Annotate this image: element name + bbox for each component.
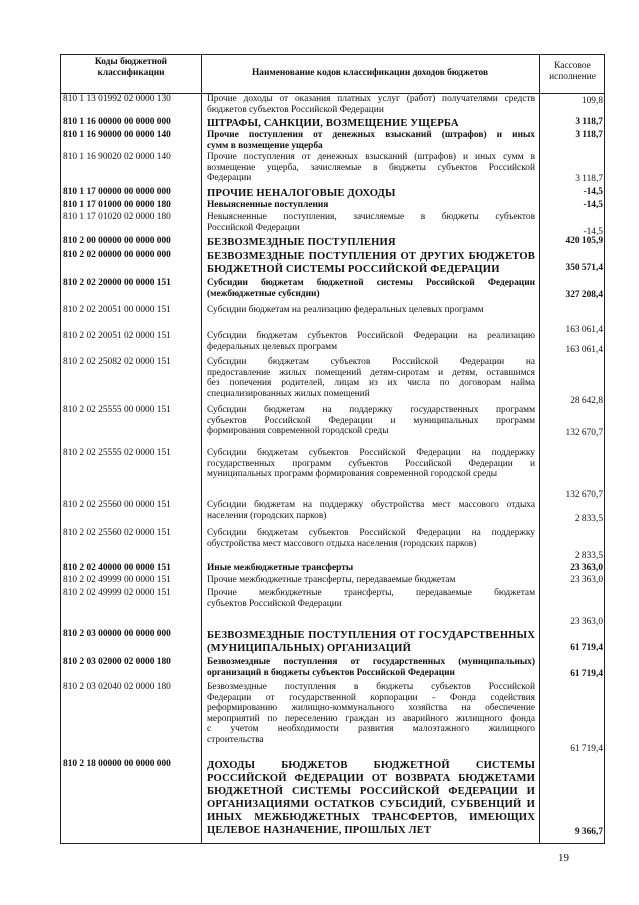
budget-code: 810 2 03 00000 00 0000 000 xyxy=(63,629,171,639)
revenue-name-line: БЮДЖЕТНОЙ СИСТЕМЫ РОССИЙСКОЙ ФЕДЕРАЦИИ И xyxy=(207,786,535,797)
revenue-name-line: с учетом необходимости развития малоэтажного жилищного xyxy=(207,724,535,734)
revenue-name-line: Российской Федерации xyxy=(207,222,300,233)
budget-code: 810 2 02 25082 02 0000 151 xyxy=(63,357,171,367)
revenue-name-line: (МУНИЦИПАЛЬНЫХ) ОРГАНИЗАЦИЙ xyxy=(207,643,411,654)
revenue-name-line: Субсидии бюджетам бюджетной системы Российской Федерации xyxy=(207,278,535,288)
revenue-name-line: мероприятий по переселению граждан из аварийного жилищного фонда xyxy=(207,713,535,724)
cash-execution-value: 163 061,4 xyxy=(565,325,603,335)
header-name: Наименование кодов классификации доходов бюджетов xyxy=(251,68,489,78)
budget-code: 810 1 16 90020 02 0000 140 xyxy=(63,152,171,162)
revenue-name-line: специализированных жилых помещений xyxy=(207,388,370,399)
budget-code: 810 2 02 25560 00 0000 151 xyxy=(63,500,171,510)
budget-revenue-table xyxy=(60,54,605,844)
budget-code: 810 2 02 40000 00 0000 151 xyxy=(63,563,171,573)
revenue-name-line: реформированию жилищно-коммунального хозяйства на обеспечение xyxy=(207,703,535,713)
cash-execution-value: 3 118,7 xyxy=(575,130,603,140)
cash-execution-value: 327 208,4 xyxy=(565,290,603,300)
revenue-name-line: БЕЗВОЗМЕЗДНЫЕ ПОСТУПЛЕНИЯ ОТ ГОСУДАРСТВЕННЫХ xyxy=(207,630,535,641)
header-amount-line1: Кассовое xyxy=(554,61,591,71)
cash-execution-value: 420 105,9 xyxy=(565,236,603,246)
cash-execution-value: 61 719,4 xyxy=(570,744,603,754)
header-codes-line1: Коды бюджетной xyxy=(94,57,168,67)
revenue-name-line: Прочие поступления от денежных взысканий (штрафов) и иных сумм в xyxy=(207,152,535,162)
cash-execution-value: 28 642,8 xyxy=(570,396,603,406)
header-amount-line2: исполнение xyxy=(549,72,596,82)
cash-execution-value: 109,8 xyxy=(581,96,603,106)
revenue-name-line: бюджетов субъектов Российской Федерации xyxy=(207,104,384,115)
revenue-name-line: Субсидии бюджетам субъектов Российской Федерации на реализацию xyxy=(207,331,535,341)
revenue-name-line: строительства xyxy=(207,734,264,745)
budget-code: 810 1 17 01020 02 0000 180 xyxy=(63,212,171,222)
revenue-name-line: субъектов Российской Федерации и муниципальных программ xyxy=(207,415,535,426)
revenue-name-line: без попечения родителей, лицам из их числа по договорам найма xyxy=(207,378,535,388)
revenue-name-line: Федерации от государственной корпорации - Фонда содействия xyxy=(207,692,535,703)
revenue-name-line: формирования современной городской среды xyxy=(207,426,389,436)
revenue-name-line: ДОХОДЫ БЮДЖЕТОВ БЮДЖЕТНОЙ СИСТЕМЫ xyxy=(207,760,535,771)
budget-code: 810 2 02 00000 00 0000 000 xyxy=(63,250,171,260)
revenue-name-line: РОССИЙСКОЙ ФЕДЕРАЦИИ ОТ ВОЗВРАТА БЮДЖЕТАМИ xyxy=(207,773,535,784)
cash-execution-value: 23 363,0 xyxy=(570,575,603,585)
revenue-name-line: Субсидии бюджетам на поддержку обустройства мест массового отдыха xyxy=(207,500,535,510)
cash-execution-value: -14,5 xyxy=(583,187,603,197)
cash-execution-value: 23 363,0 xyxy=(570,617,603,627)
cash-execution-value: 23 363,0 xyxy=(570,563,603,573)
revenue-name-line: Субсидии бюджетам субъектов Российской Федерации на поддержку xyxy=(207,528,535,538)
revenue-name-line: (межбюджетные субсидии) xyxy=(207,288,320,299)
revenue-name-line: ЦЕЛЕВОЕ НАЗНАЧЕНИЕ, ПРОШЛЫХ ЛЕТ xyxy=(207,825,432,836)
cash-execution-value: -14,5 xyxy=(583,227,603,237)
cash-execution-value: 350 571,4 xyxy=(565,263,603,273)
revenue-name-line: Иные межбюджетные трансферты xyxy=(207,563,354,573)
cash-execution-value: 3 118,7 xyxy=(575,117,603,127)
revenue-name-line: БЕЗВОЗМЕЗДНЫЕ ПОСТУПЛЕНИЯ xyxy=(207,237,396,248)
revenue-name-line: БЮДЖЕТНОЙ СИСТЕМЫ РОССИЙСКОЙ ФЕДЕРАЦИИ xyxy=(207,264,500,275)
revenue-name-line: федеральных целевых программ xyxy=(207,341,338,352)
budget-code: 810 2 02 20051 00 0000 151 xyxy=(63,305,171,315)
revenue-name-line: Прочие межбюджетные трансферты, передаваемые бюджетам xyxy=(207,575,456,585)
revenue-name-line: Прочие межбюджетные трансферты, передаваемые бюджетам xyxy=(207,588,535,598)
revenue-name-line: ШТРАФЫ, САНКЦИИ, ВОЗМЕЩЕНИЕ УЩЕРБА xyxy=(207,118,459,129)
budget-code: 810 1 16 90000 00 0000 140 xyxy=(63,130,171,140)
revenue-name-line: сумм в возмещение ущерба xyxy=(207,140,323,151)
budget-code: 810 2 02 49999 02 0000 151 xyxy=(63,588,171,598)
budget-code: 810 2 00 00000 00 0000 000 xyxy=(63,236,171,246)
cash-execution-value: 9 366,7 xyxy=(574,827,603,837)
revenue-name-line: возмещение ущерба, зачисляемые в бюджеты субъектов Российской xyxy=(207,162,535,173)
revenue-name-line: ПРОЧИЕ НЕНАЛОГОВЫЕ ДОХОДЫ xyxy=(207,188,396,199)
cash-execution-value: 163 061,4 xyxy=(565,345,603,355)
budget-code: 810 2 02 25555 00 0000 151 xyxy=(63,405,171,415)
revenue-name-line: муниципальных программ формирования современной городской среды xyxy=(207,469,498,479)
budget-code: 810 2 03 02000 02 0000 180 xyxy=(63,657,171,667)
cash-execution-value: 2 833,5 xyxy=(574,551,603,561)
cash-execution-value: -14,5 xyxy=(583,200,603,210)
revenue-name-line: обустройства мест массового отдыха населения (городских парков) xyxy=(207,538,477,549)
revenue-name-line: Субсидии бюджетам на поддержку государственных программ xyxy=(207,405,535,415)
revenue-name-line: государственных программ субъектов Российской Федерации и xyxy=(207,458,535,469)
revenue-name-line: Прочие доходы от оказания платных услуг (работ) получателями средств xyxy=(207,94,535,104)
cash-execution-value: 61 719,4 xyxy=(570,669,603,679)
revenue-name-line: Безвозмездные поступления от государственных (муниципальных) xyxy=(207,657,535,667)
budget-code: 810 1 17 01000 00 0000 180 xyxy=(63,200,171,210)
revenue-name-line: БЕЗВОЗМЕЗДНЫЕ ПОСТУПЛЕНИЯ ОТ ДРУГИХ БЮДЖЕТОВ xyxy=(207,251,535,262)
budget-code: 810 1 17 00000 00 0000 000 xyxy=(63,187,171,197)
revenue-name-line: ОРГАНИЗАЦИЯМИ ОСТАТКОВ СУБСИДИЙ, СУБВЕНЦИЙ И xyxy=(207,799,535,810)
revenue-name-line: Субсидии бюджетам субъектов Российской Федерации на xyxy=(207,357,535,367)
revenue-name-line: Субсидии бюджетам на реализацию федеральных целевых программ xyxy=(207,305,484,315)
cash-execution-value: 132 670,7 xyxy=(565,428,603,438)
page-number: 19 xyxy=(558,852,569,864)
budget-code: 810 2 02 49999 00 0000 151 xyxy=(63,575,171,585)
revenue-name-line: ИНЫХ МЕЖБЮДЖЕТНЫХ ТРАНСФЕРТОВ, ИМЕЮЩИХ xyxy=(207,812,535,823)
budget-code: 810 2 18 00000 00 0000 000 xyxy=(63,759,171,769)
revenue-name-line: организаций в бюджеты субъектов Российской Федерации xyxy=(207,667,455,678)
budget-code: 810 2 02 25560 02 0000 151 xyxy=(63,528,171,538)
revenue-name-line: Невыясненные поступления, зачисляемые в бюджеты субъектов xyxy=(207,212,535,222)
cash-execution-value: 3 118,7 xyxy=(575,174,603,184)
cash-execution-value: 61 719,4 xyxy=(570,643,603,653)
revenue-name-line: предоставление жилых помещений детям-сиротам и детям, оставшимся xyxy=(207,367,535,378)
budget-code: 810 2 02 20000 00 0000 151 xyxy=(63,278,171,288)
budget-code: 810 1 13 01992 02 0000 130 xyxy=(63,94,171,104)
budget-code: 810 2 02 20051 02 0000 151 xyxy=(63,331,171,341)
revenue-name-line: Безвозмездные поступления в бюджеты субъектов Российской xyxy=(207,682,535,692)
revenue-name-line: населения (городских парков) xyxy=(207,510,327,521)
budget-code: 810 2 02 25555 02 0000 151 xyxy=(63,448,171,458)
header-codes-line2: классификации xyxy=(97,68,165,78)
budget-code: 810 2 03 02040 02 0000 180 xyxy=(63,682,171,692)
revenue-name-line: Субсидии бюджетам субъектов Российской Федерации на поддержку xyxy=(207,448,535,458)
budget-code: 810 1 16 00000 00 0000 000 xyxy=(63,117,171,127)
revenue-name-line: субъектов Российской Федерации xyxy=(207,598,342,609)
column-divider xyxy=(201,55,202,843)
revenue-name-line: Невыясненные поступления xyxy=(207,200,329,210)
revenue-name-line: Федерации xyxy=(207,173,252,183)
revenue-name-line: Прочие поступления от денежных взысканий (штрафов) и иных xyxy=(207,130,535,140)
cash-execution-value: 2 833,5 xyxy=(574,514,603,524)
cash-execution-value: 132 670,7 xyxy=(565,490,603,500)
